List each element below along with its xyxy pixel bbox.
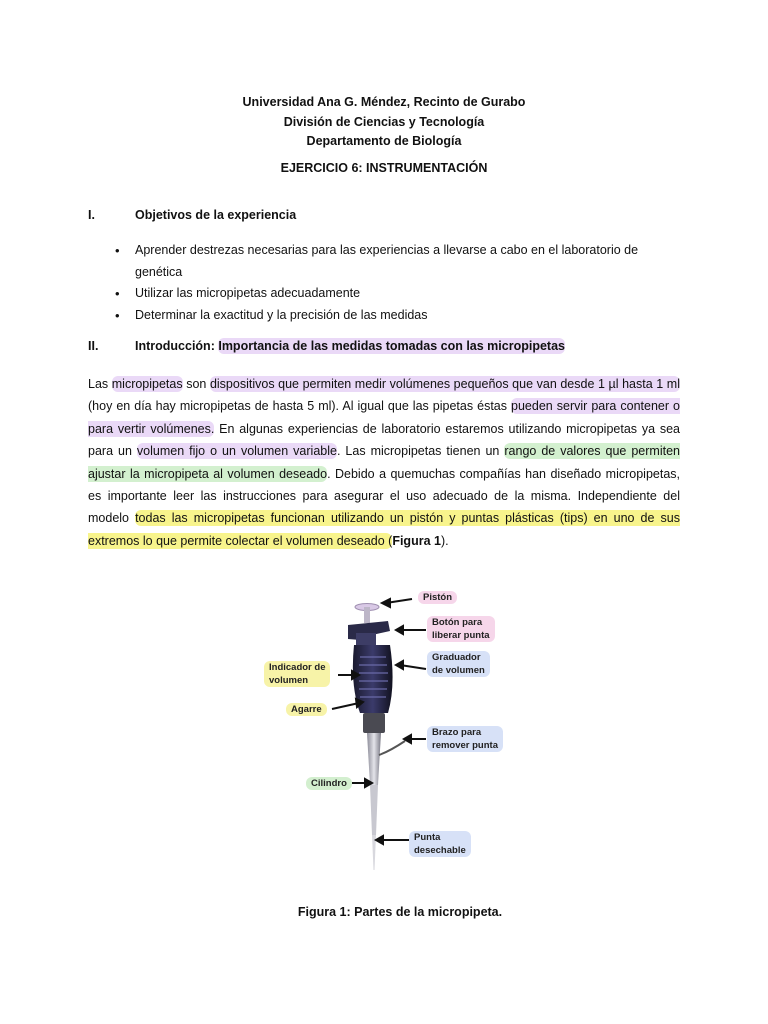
text-run: son xyxy=(182,377,210,391)
label-piston: Pistón xyxy=(418,591,457,604)
label-cylinder: Cilindro xyxy=(306,777,352,790)
list-item: • Utilizar las micropipetas adecuadamente xyxy=(113,283,683,305)
intro-paragraph xyxy=(88,373,680,552)
text-run: Las xyxy=(88,377,112,391)
highlight-run: rango de valores que permiten ajustar la micropipeta al volumen deseado xyxy=(88,444,680,481)
section-2-number: II. xyxy=(88,339,99,353)
section-2-title-highlight: Importancia de las medidas tomadas con las micropipetas xyxy=(218,339,565,353)
text-run: En algunas experiencias de laboratorio estaremos utilizando micropipetas ya sea para un xyxy=(88,421,680,459)
highlight-run: micropipetas xyxy=(111,377,183,391)
section-2-title-prefix: Introducción: xyxy=(135,339,215,353)
highlight-run: pueden servir para contener o para vertir volúmenes. xyxy=(88,399,680,436)
label-volume-adjuster: Graduador de volumen xyxy=(427,651,490,677)
figure-caption: Figura 1: Partes de la micropipeta. xyxy=(297,905,503,919)
section-1-number: I. xyxy=(88,208,95,222)
micropipette-figure xyxy=(240,585,520,875)
highlight-run: todas las micropipetas funcionan utilizando un pistón y puntas plásticas (tips) en uno de sus extremos lo que permite colectar el volumen deseado ( xyxy=(88,511,680,548)
list-item: • Determinar la exactitud y la precisión de las medidas xyxy=(113,305,683,327)
list-item: • Aprender destrezas necesarias para las experiencias a llevarse a cabo en el laboratorio de genética xyxy=(113,240,683,283)
label-volume-indicator: Indicador de volumen xyxy=(264,661,330,687)
label-grip: Agarre xyxy=(286,703,327,716)
section-2-heading xyxy=(88,339,565,353)
text-run: (hoy en día hay micropipetas de hasta 5 ml). Al igual que las pipetas éstas xyxy=(88,399,512,414)
label-release-button: Botón para liberar punta xyxy=(427,616,495,642)
document-header xyxy=(0,93,768,178)
objectives-list xyxy=(113,240,683,326)
exercise-title: EJERCICIO 6: INSTRUMENTACIÓN xyxy=(280,160,488,175)
pipette-body xyxy=(348,604,405,871)
text-run: ). xyxy=(440,533,449,548)
department-name: Departamento de Biología xyxy=(306,134,462,148)
label-disposable-tip: Punta desechable xyxy=(409,831,471,857)
text-run: . Debido a quemuchas compañías han diseñado micropipetas, es importante leer las instrucciones para asegurar el uso adecuado de la misma. Independiente del modelo xyxy=(88,466,680,526)
highlight-run: dispositivos que permiten medir volúmenes pequeños que van desde 1 µl hasta 1 ml xyxy=(209,377,680,391)
highlight-run: volumen fijo o un volumen variable xyxy=(136,444,337,459)
university-name: Universidad Ana G. Méndez, Recinto de Gurabo xyxy=(242,95,526,109)
section-1-heading xyxy=(88,208,296,222)
text-run: . Las micropipetas tienen un xyxy=(336,444,505,459)
label-tip-ejector-arm: Brazo para remover punta xyxy=(427,726,503,752)
figure-reference: Figura 1 xyxy=(392,533,441,548)
section-1-title: Objetivos de la experiencia xyxy=(135,208,297,222)
division-name: División de Ciencias y Tecnología xyxy=(283,114,485,129)
